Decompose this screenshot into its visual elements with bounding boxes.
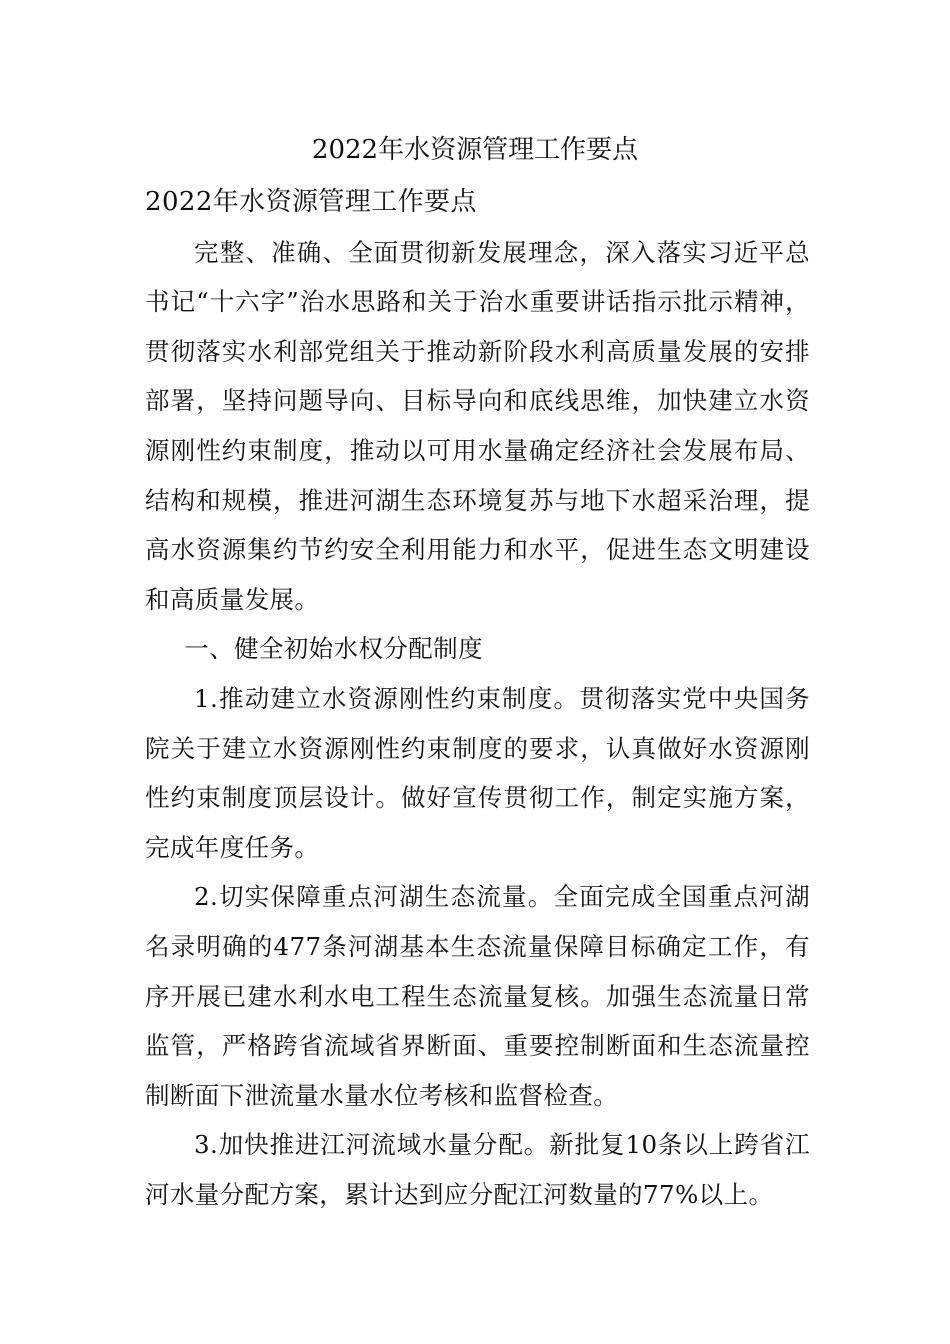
item-paragraph-3: 3.加快推进江河流域水量分配。新批复10条以上跨省江河水量分配方案，累计达到应分配江河数量的77%以上。 — [145, 1130, 810, 1209]
document-title: 2022年水资源管理工作要点 — [311, 135, 639, 165]
item-paragraph-1: 1.推动建立水资源刚性约束制度。贯彻落实党中央国务院关于建立水资源刚性约束制度的要求，认真做好水资源刚性约束制度顶层设计。做好宣传贯彻工作，制定实施方案，完成年度任务。 — [145, 683, 810, 862]
intro-paragraph: 完整、准确、全面贯彻新发展理念，深入落实习近平总书记“十六字”治水思路和关于治水重要讲话指示批示精神，贯彻落实水利部党组关于推动新阶段水利高质量发展的安排部署，坚持问题导向、目标导向和底线思维，加快建立水资源刚性约束制度，推动以可用水量确定经济社会发展布局、结构和规模，推进河湖生态环境复苏与地下水超采治理，提高水资源集约节约安全利用能力和水平，促进生态文明建设和高质量发展。 — [145, 237, 810, 614]
section-heading-1: 一、健全初始水权分配制度 — [184, 634, 483, 664]
item-paragraph-2: 2.切实保障重点河湖生态流量。全面完成全国重点河湖名录明确的477条河湖基本生态流量保障目标确定工作，有序开展已建水利水电工程生态流量复核。加强生态流量日常监管，严格跨省流域省界断面、重要控制断面和生态流量控制断面下泄流量水量水位考核和监督检查。 — [145, 882, 810, 1110]
document-subtitle: 2022年水资源管理工作要点 — [145, 187, 477, 217]
document-body — [145, 178, 810, 1219]
